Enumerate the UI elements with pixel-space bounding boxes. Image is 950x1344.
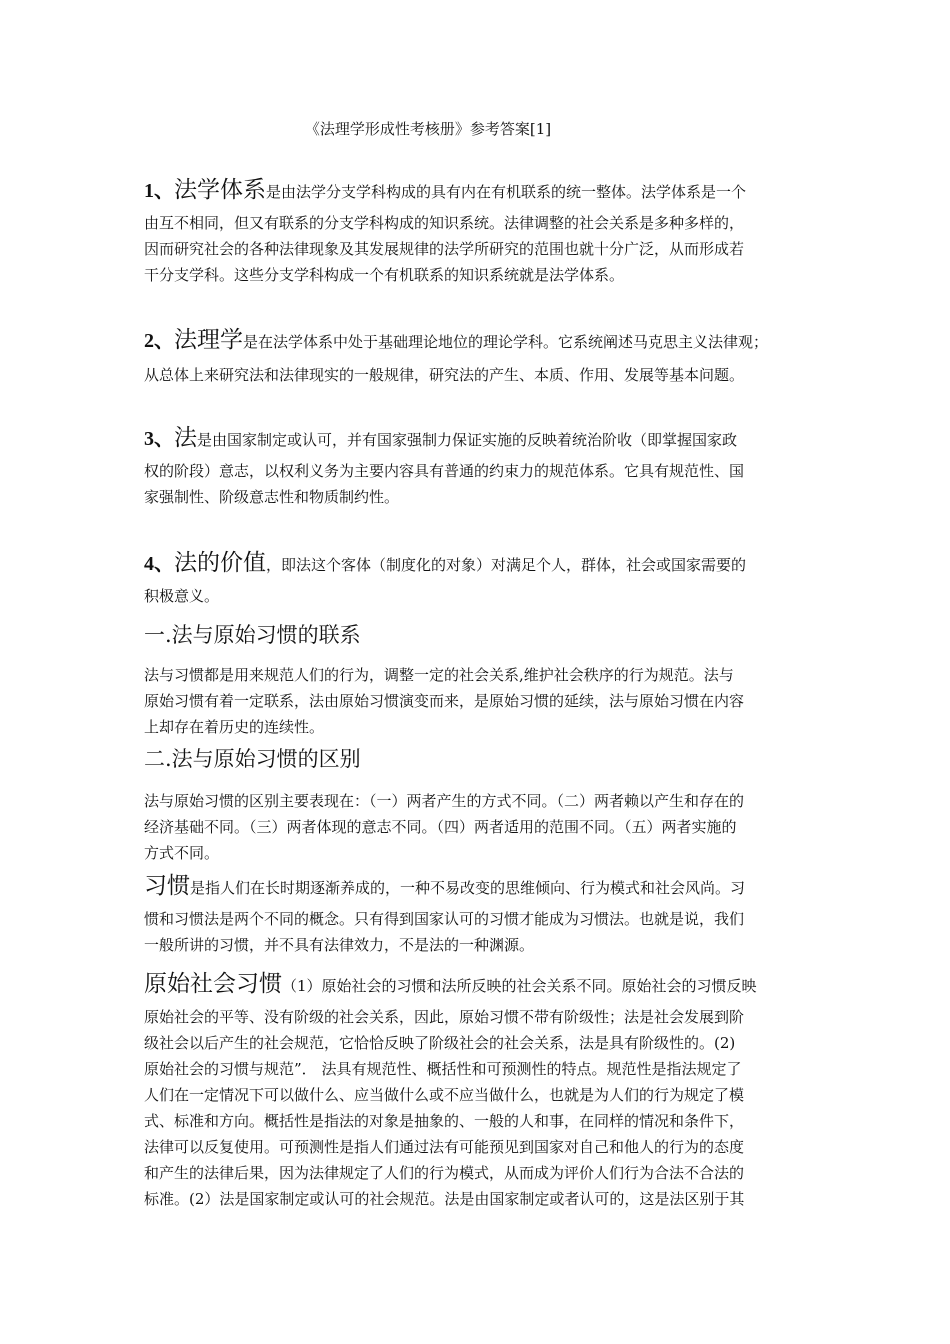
term-4-line-2: 积极意义。 [144,587,220,605]
section-2-line-1: 法与原始习惯的区别主要表现在：（一）两者产生的方式不同。（二）两者赖以产生和存在的 [144,792,745,810]
xiguan-term: 习惯 [144,873,190,899]
section-2-line-2: 经济基础不同。（三）两者体现的意志不同。（四）两者适用的范围不同。（五）两者实施的 [144,818,737,836]
section-1-body [144,662,808,740]
yuanshi-term: 原始社会习惯 [144,971,282,997]
yuanshi-line-3: 级社会以后产生的社会规范，它恰恰反映了阶级社会的社会关系，法是具有阶级性的。(2) [144,1034,736,1052]
xiguan-block [144,868,808,958]
term-2-line-1: 是在法学体系中处于基础理论地位的理论学科。它系统阐述马克思主义法律观； [243,333,769,351]
term-1-line-2: 由互不相同，但又有联系的分支学科构成的知识系统。法律调整的社会关系是多种多样的， [144,214,745,232]
yuanshi-line-5: 人们在一定情况下可以做什么、应当做什么或不应当做什么，也就是为人们的行为规定了模 [144,1086,745,1104]
term-1-line-4: 干分支学科。这些分支学科构成一个有机联系的知识系统就是法学体系。 [144,266,625,284]
term-4-name: 法的价值 [174,550,266,576]
term-2-name: 法理学 [174,327,243,353]
yuanshi-line-8: 和产生的法律后果，因为法律规定了人们的行为模式，从而成为评价人们行为合法不合法的 [144,1164,745,1182]
term-1-line-3: 因而研究社会的各种法律现象及其发展规律的法学所研究的范围也就十分广泛，从而形成若 [144,240,745,258]
term-1-number: 1 [144,180,154,202]
section-1-heading: 一.法与原始习惯的联系 [144,623,361,647]
section-1-line-2: 原始习惯有着一定联系，法由原始习惯演变而来，是原始习惯的延续，法与原始习惯在内容 [144,692,745,710]
term-3-line-2: 权的阶段）意志，以权利义务为主要内容具有普通的约束力的规范体系。它具有规范性、国 [144,462,745,480]
term-3-number: 3 [144,428,154,450]
term-4-line-1: ，即法这个客体（制度化的对象）对满足个人，群体，社会或国家需要的 [266,556,747,574]
yuanshi-line-9: 标准。(2）法是国家制定或认可的社会规范。法是由国家制定或者认可的，这是法区别于其 [144,1190,745,1208]
xiguan-line-3: 一般所讲的习惯，并不具有法律效力，不是法的一种渊源。 [144,936,535,954]
term-4-block [144,545,808,609]
yuanshi-line-4: 原始社会的习惯与规范”． 法具有规范性、概括性和可预测性的特点。规范性是指法规定了 [144,1060,742,1078]
term-4-separator: 、 [154,553,174,575]
yuanshi-line-7: 法律可以反复使用。可预测性是指人们通过法有可能预见到国家对自己和他人的行为的态度 [144,1138,745,1156]
yuanshi-line-6: 式、标准和方向。概括性是指法的对象是抽象的、一般的人和事，在同样的情况和条件下， [144,1112,745,1130]
section-2-line-3: 方式不同。 [144,844,220,862]
xiguan-line-2: 惯和习惯法是两个不同的概念。只有得到国家认可的习惯才能成为习惯法。也就是说，我们 [144,910,745,928]
term-1-line-1: 是由法学分支学科构成的具有内在有机联系的统一整体。法学体系是一个 [266,183,747,201]
term-3-block [144,420,808,510]
section-1-line-1: 法与习惯都是用来规范人们的行为，调整一定的社会关系,维护社会秩序的行为规范。法与 [144,666,734,684]
term-2-separator: 、 [154,330,174,352]
yuanshi-line-1: （1）原始社会的习惯和法所反映的社会关系不同。原始社会的习惯反映 [282,977,757,995]
term-1-name: 法学体系 [174,177,266,203]
term-2-line-2: 从总体上来研究法和法律现实的一般规律，研究法的产生、本质、作用、发展等基本问题。 [144,366,745,384]
document-title: 《法理学形成性考核册》参考答案[1] [304,120,552,138]
section-1-line-3: 上却存在着历史的连续性。 [144,718,325,736]
term-1-block [144,172,808,288]
section-2-heading: 二.法与原始习惯的区别 [144,747,361,771]
yuanshi-block [144,966,808,1212]
xiguan-line-1: 是指人们在长时期逐渐养成的，一种不易改变的思维倾向、行为模式和社会风尚。习 [190,879,746,897]
term-4-number: 4 [144,553,154,575]
term-2-number: 2 [144,330,154,352]
term-3-line-1: 是由国家制定或认可，并有国家强制力保证实施的反映着统治阶收（即掌握国家政 [197,431,738,449]
term-1-separator: 、 [154,180,174,202]
term-3-name: 法 [174,425,197,451]
yuanshi-line-2: 原始社会的平等、没有阶级的社会关系，因此，原始习惯不带有阶级性；法是社会发展到阶 [144,1008,745,1026]
term-3-separator: 、 [154,428,174,450]
term-2-block [144,322,808,388]
term-3-line-3: 家强制性、阶级意志性和物质制约性。 [144,488,400,506]
section-2-body [144,788,808,866]
